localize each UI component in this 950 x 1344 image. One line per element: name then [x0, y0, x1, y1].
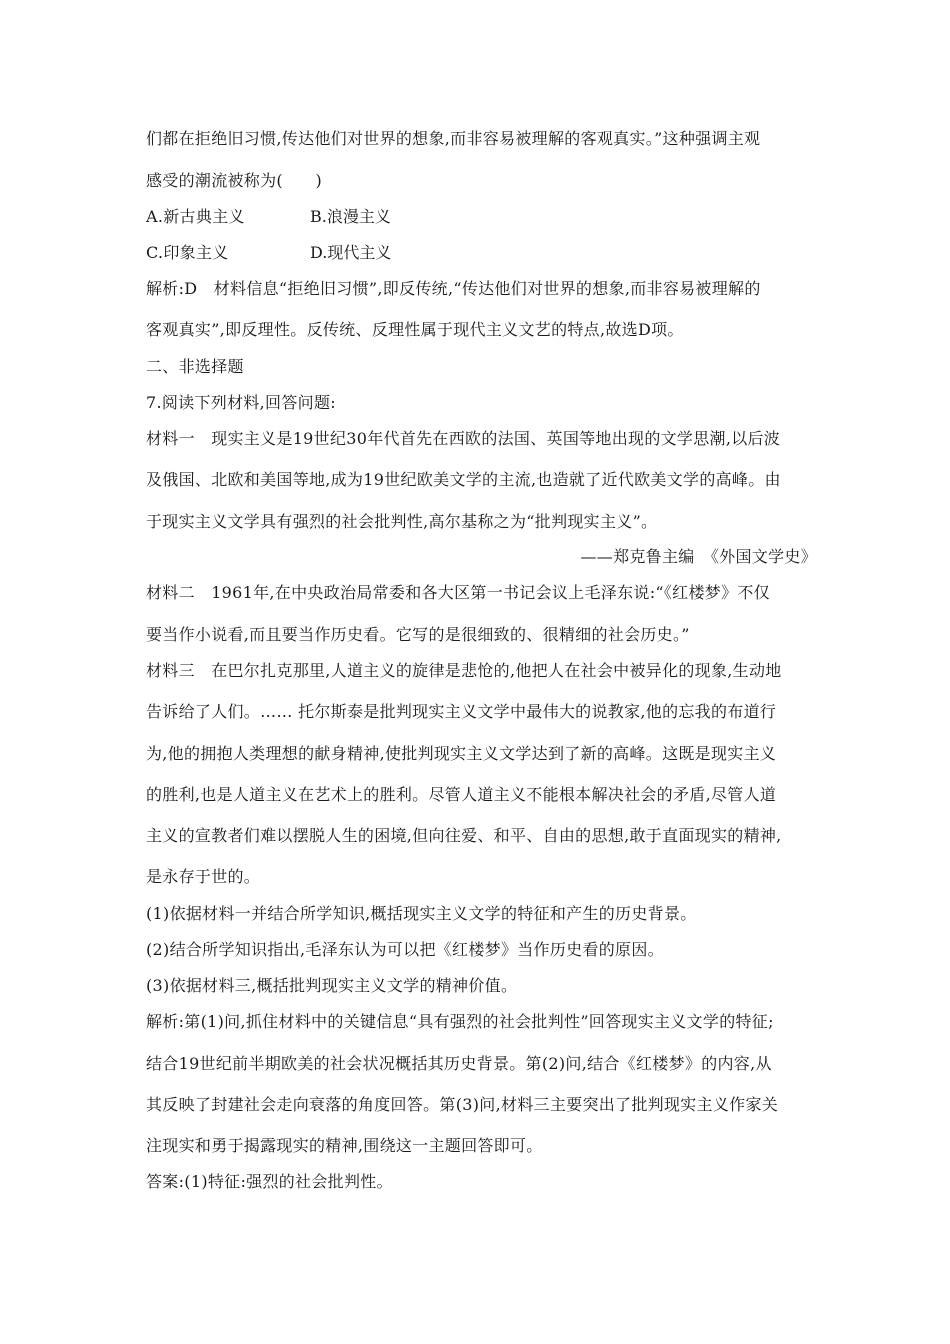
q6-option-a: A.新古典主义 [146, 207, 245, 226]
q7-prompt: 7.阅读下列材料,回答问题: [146, 393, 336, 412]
material1-source: ——郑克鲁主编 《外国文学史》 [580, 547, 817, 566]
sub-question: (3)依据材料三,概括批判现实主义文学的精神价值。 [146, 976, 518, 995]
q6-option-d: D.现代主义 [310, 243, 392, 262]
material3-line: 的胜利,也是人道主义在艺术上的胜利。尽管人道主义不能根本解决社会的矛盾,尽管人道 [146, 785, 777, 804]
sub-question: (1)依据材料一并结合所学知识,概括现实主义文学的特征和产生的历史背景。 [146, 904, 697, 923]
q7-analysis-line: 其反映了封建社会走向衰落的角度回答。第(3)问,材料三主要突出了批判现实主义作家关 [146, 1095, 779, 1114]
q6-option-b: B.浪漫主义 [310, 207, 391, 226]
q7-analysis-line: 注现实和勇于揭露现实的精神,围绕这一主题回答即可。 [146, 1136, 543, 1155]
sub-question: (2)结合所学知识指出,毛泽东认为可以把《红楼梦》当作历史看的原因。 [146, 940, 664, 959]
q6-option-c: C.印象主义 [146, 243, 229, 262]
material2-line: 材料二 1961年,在中央政治局常委和各大区第一书记会议上毛泽东说:“《红楼梦》不仅 [146, 583, 770, 602]
section-heading: 二、非选择题 [146, 357, 244, 376]
material3-line: 是永存于世的。 [146, 867, 261, 886]
material3-line: 主义的宣教者们难以摆脱人生的困境,但向往爱、和平、自由的思想,敢于直面现实的精神, [146, 826, 782, 845]
material3-line: 告诉给了人们。…… 托尔斯泰是批判现实主义文学中最伟大的说教家,他的忘我的布道行 [146, 702, 777, 721]
q7-answer-line: 答案:(1)特征:强烈的社会批判性。 [146, 1172, 393, 1191]
q6-stem-line: 感受的潮流被称为( ) [146, 171, 323, 190]
material3-line: 为,他的拥抱人类理想的献身精神,使批判现实主义文学达到了新的高峰。这既是现实主义 [146, 744, 777, 763]
q7-analysis-line: 结合19世纪前半期欧美的社会状况概括其历史背景。第(2)问,结合《红楼梦》的内容,从 [146, 1054, 772, 1073]
material1-line: 材料一 现实主义是19世纪30年代首先在西欧的法国、英国等地出现的文学思潮,以后波 [146, 429, 781, 448]
material1-line: 于现实主义文学具有强烈的社会批判性,高尔基称之为“批判现实主义”。 [146, 512, 658, 531]
q6-analysis-line: 解析:D 材料信息“拒绝旧习惯”,即反传统,“传达他们对世界的想象,而非容易被理解的 [146, 279, 761, 298]
q6-analysis-line: 客观真实”,即反理性。反传统、反理性属于现代主义文艺的特点,故选D项。 [146, 320, 684, 339]
material1-line: 及俄国、北欧和美国等地,成为19世纪欧美文学的主流,也造就了近代欧美文学的高峰。由 [146, 470, 781, 489]
material3-line: 材料三 在巴尔扎克那里,人道主义的旋律是悲怆的,他把人在社会中被异化的现象,生动地 [146, 661, 782, 680]
q6-stem-line: 们都在拒绝旧习惯,传达他们对世界的想象,而非容易被理解的客观真实。”这种强调主观 [146, 129, 761, 148]
q7-analysis-line: 解析:第(1)问,抓住材料中的关键信息“具有强烈的社会批判性”回答现实主义文学的特征; [146, 1012, 774, 1031]
material2-line: 要当作小说看,而且要当作历史看。它写的是很细致的、很精细的社会历史。” [146, 625, 690, 644]
